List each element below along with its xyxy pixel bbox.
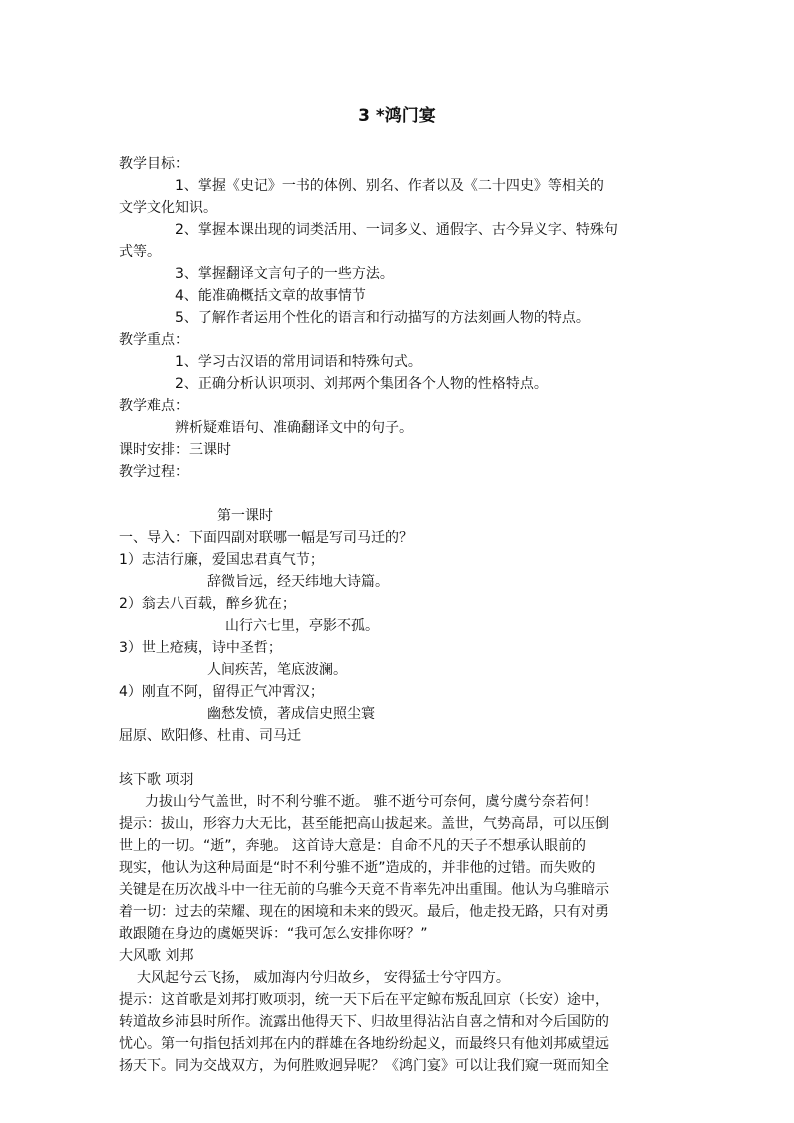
- dafeng-note-line-2: 转道故乡沛县时所作。流露出他得天下、归故里得沾沾自喜之情和对今后国防的: [119, 1014, 609, 1030]
- dafeng-note-line-3: 忧心。第一句指包括刘邦在内的群雄在各地纷纷起义，而最终只有他刘邦威望远: [119, 1036, 609, 1052]
- couplet-2-upper: 2）翁去八百载，醉乡犹在；: [119, 596, 296, 612]
- gaixia-note-line-6: 敢跟随在身边的虞姬哭诉：“我可怎么安排你呀？”: [119, 926, 428, 942]
- couplet-1-lower: 辞微旨远，经天纬地大诗篇。: [207, 574, 389, 590]
- objective-3: 3、掌握翻译文言句子的一些方法。: [175, 266, 394, 282]
- section-heading-key-points: 教学重点：: [119, 332, 189, 348]
- intro-question: 一、导入：下面四副对联哪一幅是写司马迁的？: [119, 530, 413, 546]
- lesson-heading: 第一课时: [217, 508, 273, 524]
- objective-2: 2、掌握本课出现的词类活用、一词多义、通假字、古今异义字、特殊句: [175, 222, 618, 238]
- couplet-1-upper: 1）志洁行廉，爱国忠君真气节；: [119, 552, 324, 568]
- key-point-1: 1、学习古汉语的常用词语和特殊句式。: [175, 354, 422, 370]
- gaixia-note-line-1: 提示：拔山，形容力大无比，甚至能把高山拔起来。盖世，气势高昂，可以压倒: [119, 816, 609, 832]
- schedule-line: 课时安排：三课时: [119, 442, 231, 458]
- objective-2-cont: 式等。: [119, 244, 161, 260]
- couplet-3-lower: 人间疾苦，笔底波澜。: [207, 662, 347, 678]
- poem-title-dafeng: 大风歌 刘邦: [119, 948, 194, 964]
- section-heading-difficulties: 教学难点：: [119, 398, 189, 414]
- couplet-answers: 屈原、欧阳修、杜甫、司马迁: [119, 728, 301, 744]
- section-heading-process: 教学过程：: [119, 464, 189, 480]
- gaixia-note-line-5: 着一切：过去的荣耀、现在的困境和未来的毁灭。最后，他走投无路，只有对勇: [119, 904, 609, 920]
- page-title: 3 *鸿门宴: [358, 106, 436, 126]
- objective-1: 1、掌握《史记》一书的体例、别名、作者以及《二十四史》等相关的: [175, 178, 604, 194]
- couplet-2-lower: 山行六七里，亭影不孤。: [225, 618, 379, 634]
- gaixia-note-line-3: 现实，他认为这种局面是“时不利兮骓不逝”造成的，并非他的过错。而失败的: [119, 860, 596, 876]
- dafeng-note-line-1: 提示：这首歌是刘邦打败项羽，统一天下后在平定鲸布叛乱回京（长安）途中，: [119, 992, 609, 1008]
- gaixia-note-line-2: 世上的一切。“逝”，奔驰。 这首诗大意是：自命不凡的天子不想承认眼前的: [119, 838, 586, 854]
- section-heading-objectives: 教学目标：: [119, 156, 189, 172]
- key-point-2: 2、正确分析认识项羽、刘邦两个集团各个人物的性格特点。: [175, 376, 548, 392]
- objective-5: 5、了解作者运用个性化的语言和行动描写的方法刻画人物的特点。: [175, 310, 590, 326]
- poem-text-dafeng: 大风起兮云飞扬， 威加海内兮归故乡， 安得猛士兮守四方。: [137, 970, 510, 986]
- poem-text-gaixia: 力拔山兮气盖世，时不利兮骓不逝。 骓不逝兮可奈何，虞兮虞兮奈若何！: [145, 794, 598, 810]
- poem-title-gaixia: 垓下歌 项羽: [119, 772, 194, 788]
- dafeng-note-line-4: 扬天下。同为交战双方，为何胜败迥异呢？《鸿门宴》可以让我们窥一斑而知全: [119, 1058, 609, 1074]
- objective-4: 4、能准确概括文章的故事情节: [175, 288, 366, 304]
- couplet-4-lower: 幽愁发愤，著成信史照尘寰: [207, 706, 375, 722]
- difficulty-1: 辨析疑难语句、准确翻译文中的句子。: [175, 420, 413, 436]
- gaixia-note-line-4: 关键是在历次战斗中一往无前的乌骓今天竟不肯率先冲出重围。他认为乌骓暗示: [119, 882, 609, 898]
- objective-1-cont: 文学文化知识。: [119, 200, 217, 216]
- couplet-4-upper: 4）刚直不阿，留得正气冲霄汉；: [119, 684, 324, 700]
- couplet-3-upper: 3）世上疮痍，诗中圣哲；: [119, 640, 282, 656]
